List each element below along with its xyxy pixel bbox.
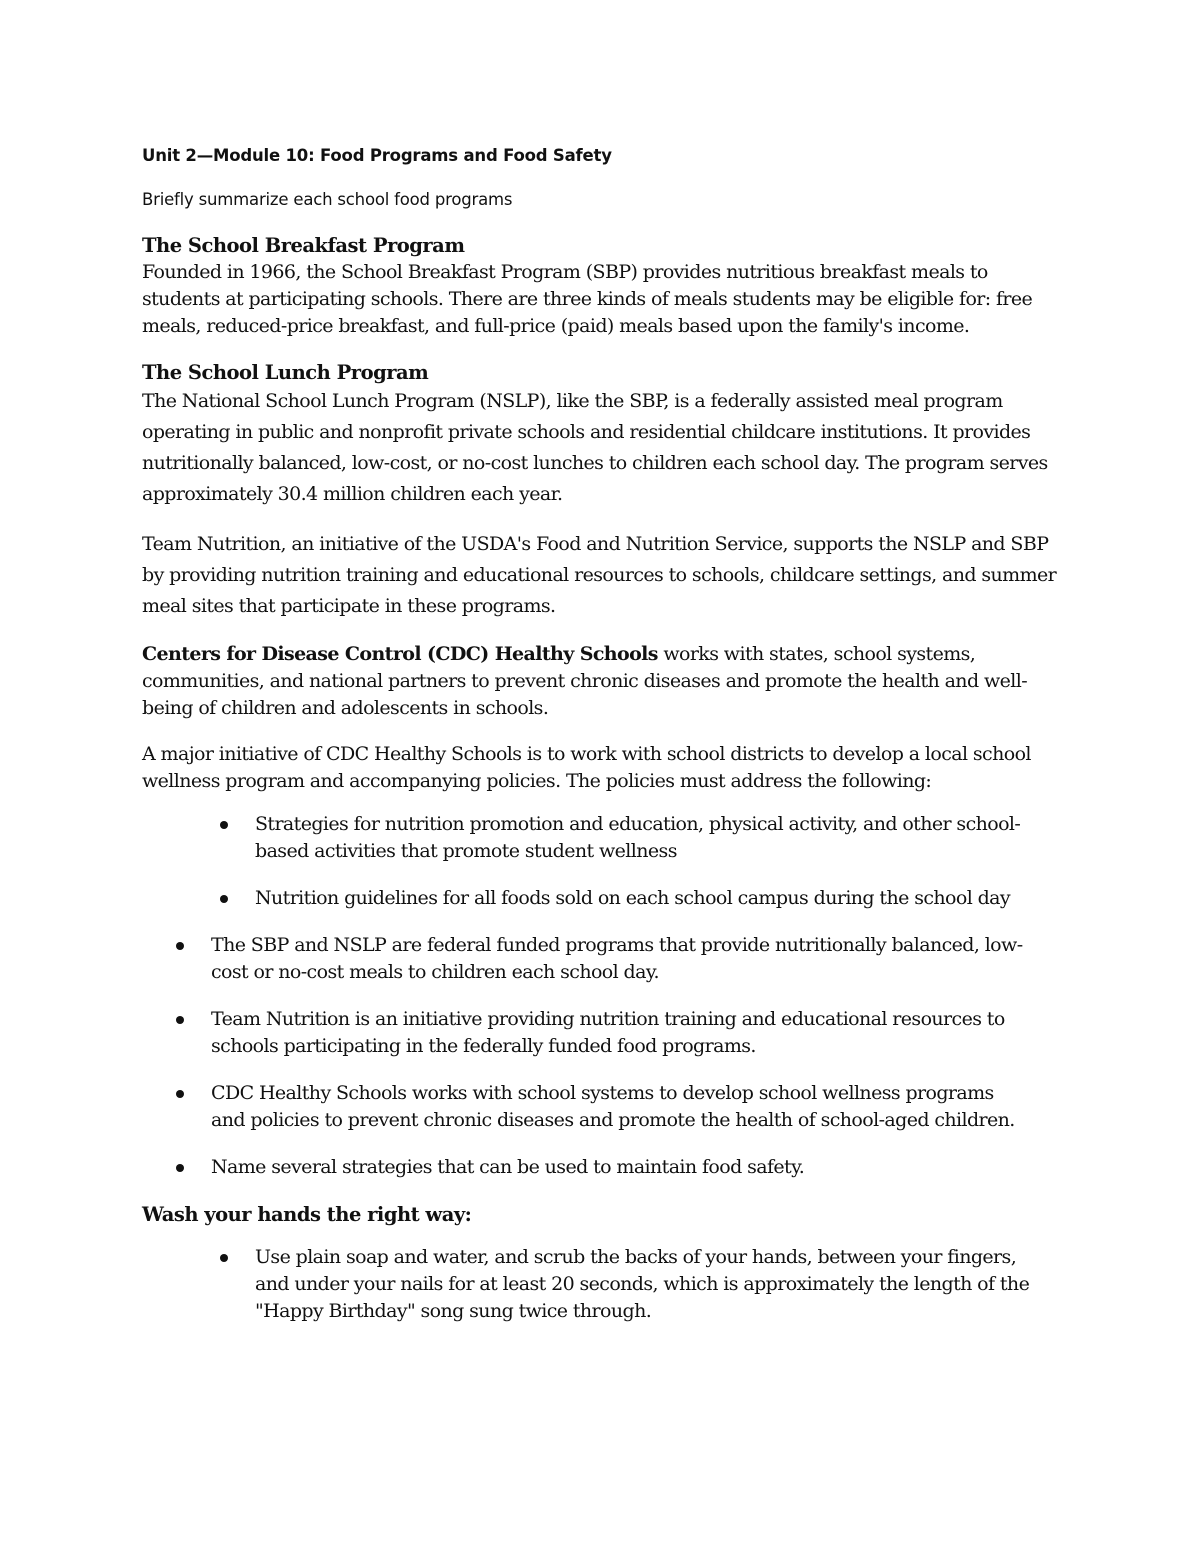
bullet-icon [220,821,228,829]
bullet-icon [220,1254,228,1262]
bullet-icon [176,1164,184,1172]
bullet-icon [220,895,228,903]
team-nutrition-text: Team Nutrition, an initiative of the USDA's Food and Nutrition Service, supports the NSLP and SBP by providing nutrition training and educational resources to schools, childcare settings, and summer meal sites that participate in these programs. [142,533,1057,617]
initiative-section [142,741,1060,795]
list-item: The SBP and NSLP are federal funded programs that provide nutritionally balanced, low-cost or no-cost meals to children each school day. [142,932,1060,986]
cdc-body: works with states, school systems, communities, and national partners to prevent chronic diseases and promote the health and well-being of children and adolescents in schools. [142,643,1028,719]
lunch-section [142,359,1060,510]
cdc-lead: Centers for Disease Control (CDC) Healthy Schools [142,643,658,665]
policy-list [142,811,1060,912]
unit-title: Unit 2—Module 10: Food Programs and Food Safety [142,146,612,165]
list-item: Strategies for nutrition promotion and education, physical activity, and other school-based activities that promote student wellness [142,811,1060,865]
list-item: CDC Healthy Schools works with school systems to develop school wellness programs and policies to prevent chronic diseases and promote the health of school-aged children. [142,1080,1060,1134]
policy-list-section [142,811,1060,912]
cdc-section [142,641,1060,722]
team-nutrition-section [142,529,1060,622]
bullet-icon [176,1090,184,1098]
breakfast-section [142,232,1060,340]
instruction-text: Briefly summarize each school food programs [142,190,513,209]
handwash-section [142,1201,1060,1325]
list-item: Team Nutrition is an initiative providing nutrition training and educational resources to schools participating in the federally funded food programs. [142,1006,1060,1060]
handwash-heading: Wash your hands the right way: [142,1203,472,1226]
cdc-text [142,641,1060,722]
handwash-list [142,1244,1060,1325]
summary-list [142,932,1060,1181]
summary-list-section [142,932,1060,1181]
breakfast-heading: The School Breakfast Program [142,234,465,257]
bullet-icon [176,942,184,950]
list-item: Name several strategies that can be used to maintain food safety. [142,1154,1060,1181]
lunch-text: The National School Lunch Program (NSLP), like the SBP, is a federally assisted meal program operating in public and nonprofit private schools and residential childcare institutions. It provides nutritionally balanced, low-cost, or no-cost lunches to children each school day. The program serves approximately 30.4 million children each year. [142,390,1048,505]
breakfast-text: Founded in 1966, the School Breakfast Program (SBP) provides nutritious breakfast meals to students at participating schools. There are three kinds of meals students may be eligible for: free meals, reduced-price breakfast, and full-price (paid) meals based upon the family's income. [142,261,1033,337]
lunch-heading: The School Lunch Program [142,361,429,384]
initiative-text: A major initiative of CDC Healthy Schools is to work with school districts to develop a local school wellness program and accompanying policies. The policies must address the following: [142,743,1031,792]
bullet-icon [176,1016,184,1024]
list-item: Use plain soap and water, and scrub the backs of your hands, between your fingers, and under your nails for at least 20 seconds, which is approximately the length of the "Happy Birthday" song sung twice through. [142,1244,1060,1325]
list-item: Nutrition guidelines for all foods sold on each school campus during the school day [142,885,1060,912]
